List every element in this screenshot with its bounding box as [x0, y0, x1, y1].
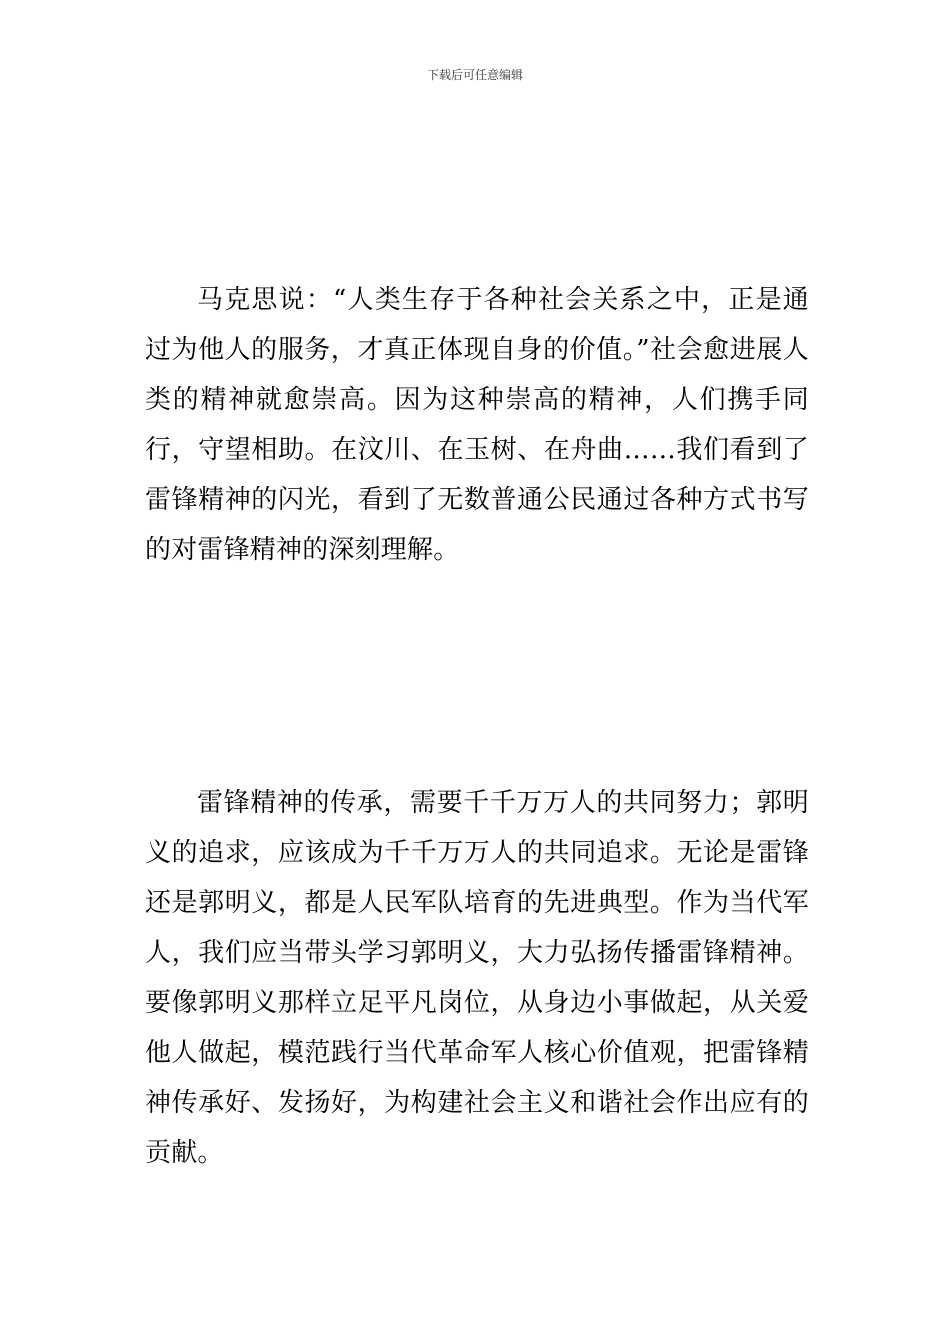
paragraph-2: 雷锋精神的传承，需要千千万万人的共同努力；郭明义的追求，应该成为千千万万人的共同追求。无论是雷锋还是郭明义，都是人民军队培育的先进典型。作为当代军人，我们应当带头学习郭明义，大力弘扬传播雷锋精神。要像郭明义那样立足平凡岗位，从身边小事做起，从关爱他人做起，模范践行当代革命军人核心价值观，把雷锋精神传承好、发扬好，为构建社会主义和谐社会作出应有的贡献。: [145, 788, 809, 1168]
page-header: 下载后可任意编辑: [426, 68, 523, 82]
paragraph-1: 马克思说：“人类生存于各种社会关系之中，正是通过为他人的服务，才真正体现自身的价值。”社会愈进展人类的精神就愈崇高。因为这种崇高的精神，人们携手同行，守望相助。在汶川、在玉树、在舟曲……我们看到了雷锋精神的闪光，看到了无数普通公民通过各种方式书写的对雷锋精神的深刻理解。: [145, 285, 809, 565]
